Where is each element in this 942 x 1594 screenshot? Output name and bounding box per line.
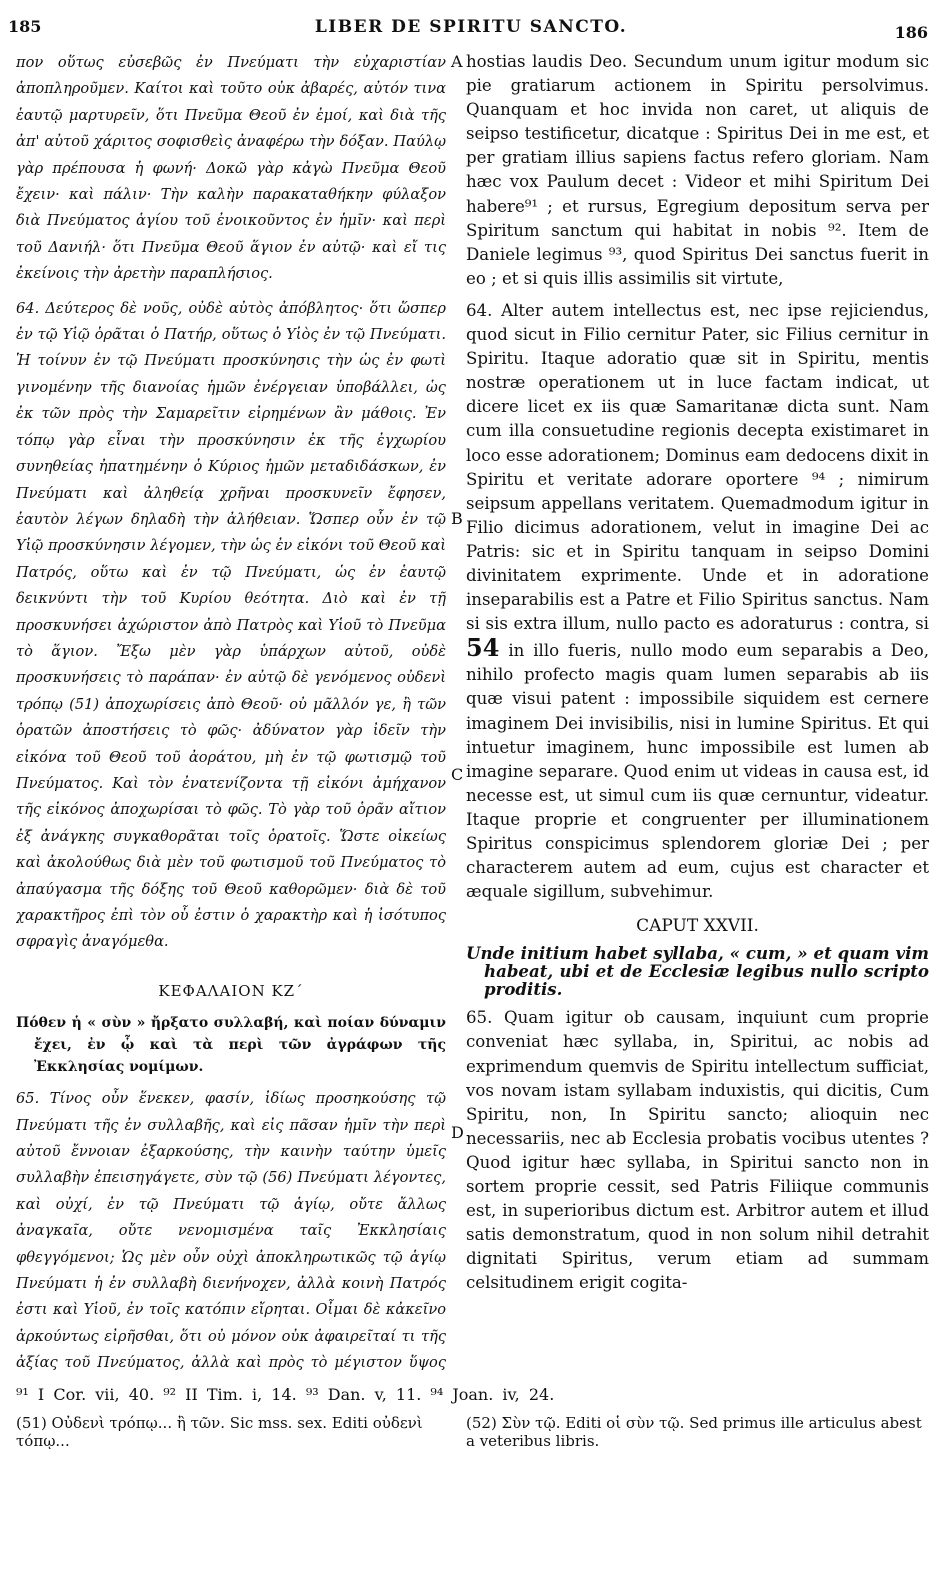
latin-chapter-summary: Unde initium habet syllaba, « cum, » et quam vim habeat, ubi et de Ecclesiæ legibus nullo scripto proditis.: [466, 943, 929, 1000]
margin-letter-a: A: [451, 52, 463, 71]
page-header: [0, 0, 942, 48]
footnotes: ⁹¹ I Cor. vii, 40. ⁹² II Tim. i, 14. ⁹³ Dan. v, 11. ⁹⁴ Joan. iv, 24.: [16, 1385, 555, 1404]
greek-paragraph-64: 64. Δεύτερος δὲ νοῦς, οὐδὲ αὐτὸς ἀπόβλητος· ὅτι ὥσπερ ἐν τῷ Υἱῷ ὁρᾶται ὁ Πατήρ, οὕτως ὁ Υἱὸς ἐν τῷ Πνεύματι. Ἡ τοίνυν ἐν τῷ Πνεύματι προσκύνησις τὴν ὡς ἐν φωτὶ γινομένην τῆς διανοίας ἡμῶν ἐνέργειαν ὑποβάλλει, ὡς ἐκ τῶν πρὸς τὴν Σαμαρεῖτιν εἰρημένων ἂν μάθοις. Ἐν τόπῳ γὰρ εἶναι τὴν προσκύνησιν ἐκ τῆς ἐγχωρίου συνηθείας ἠπατημένην ὁ Κύριος ἡμῶν μεταδιδάσκων, ἐν Πνεύματι καὶ ἀληθείᾳ χρῆναι προσκυνεῖν ἔφησεν, ἑαυτὸν λέγων δηλαδὴ τὴν ἀλήθειαν. Ὥσπερ οὖν ἐν τῷ Υἱῷ προσκύνησιν λέγομεν, τὴν ὡς ἐν εἰκόνι τοῦ Θεοῦ καὶ Πατρός, οὕτω καὶ ἐν τῷ Πνεύματι, ὡς ἐν ἑαυτῷ δεικνύντι τὴν τοῦ Κυρίου θεότητα. Διὸ καὶ ἐν τῇ προσκυνήσει ἀχώριστον ἀπὸ Πατρὸς καὶ Υἱοῦ τὸ Πνεῦμα τὸ ἅγιον. Ἔξω μὲν γὰρ ὑπάρχων αὐτοῦ, οὐδὲ προσκυνήσεις τὸ παράπαν· ἐν αὐτῷ δὲ γενόμενος οὐδενὶ τρόπῳ (51) ἀποχωρίσεις ἀπὸ Θεοῦ· οὐ μᾶλλόν γε, ἢ τῶν ὁρατῶν ἀποστήσεις τὸ φῶς· ἀδύνατον γὰρ ἰδεῖν τὴν εἰκόνα τοῦ Θεοῦ τοῦ ἀοράτου, μὴ ἐν τῷ φωτισμῷ τοῦ Πνεύματος. Καὶ τὸν ἐνατενίζοντα τῇ εἰκόνι ἀμήχανον τῆς εἰκόνος ἀποχωρίσαι τὸ φῶς. Τὸ γὰρ τοῦ ὁρᾶν αἴτιον ἐξ ἀνάγκης συγκαθορᾶται τοῖς ὁρατοῖς. Ὥστε οἰκείως καὶ ἀκολούθως διὰ μὲν τοῦ φωτισμοῦ τοῦ Πνεύματος τὸ ἀπαύγασμα τῆς δόξης τοῦ Θεοῦ καθορῶμεν· διὰ δὲ τοῦ χαρακτῆρος ἐπὶ τὸν οὗ ἐστιν ὁ χαρακτὴρ καὶ ἡ ἰσότυπος σφραγὶς ἀναγόμεθα.: [16, 299, 446, 951]
greek-chapter-summary: Πόθεν ἡ « σὺν » ἤρξατο συλλαβή, καὶ ποίαν δύναμιν ἔχει, ἐν ᾧ καὶ τὰ περὶ τῶν ἀγράφων τῆς Ἐκκλησίας νομίμων.: [16, 1015, 446, 1076]
running-title: LIBER DE SPIRITU SANCTO.: [314, 17, 628, 37]
page-number-right: 186: [894, 23, 928, 42]
margin-letter-d: D: [451, 1123, 464, 1142]
greek-column: [16, 50, 446, 1380]
latin-column: [466, 50, 929, 1380]
latin-paragraph-64-text-a: 64. Alter autem intellectus est, nec ipse rejiciendus, quod sicut in Filio cernitur Pater, sic Filius cernitur in Spiritu. Itaque adoratio quæ sit in Spiritu, mentis nostræ operationem ut in luce factam indicat, ut dicere licet ex iis quæ Samaritanæ dicta sunt. Nam cum illa consuetudine regionis decepta existimaret in loco esse adorationem; Dominus eam dedocens dixit in Spiritu et veritate adorare oportere ⁹⁴ ; nimirum seipsum appellans veritatem. Quemadmodum igitur in Filio dicimus adorationem, velut in imagine Dei ac Patris: sic et in Spiritu tanquam in seipso Domini divinitatem exprimente. Unde et in adoratione inseparabilis est a Patre et Filio Spiritus sanctus. Nam si sis extra illum, nullo pacto es adoraturus : contra, si: [466, 300, 929, 634]
greek-paragraph-65: 65. Τίνος οὖν ἕνεκεν, φασίν, ἰδίως προσηκούσης τῷ Πνεύματι τῆς ἐν συλλαβῆς, καὶ εἰς πᾶσαν ἡμῖν τὴν περὶ αὐτοῦ ἔννοιαν ἐξαρκούσης, τὴν καινὴν ταύτην ὑμεῖς συλλαβὴν ἐπεισηγάγετε, σὺν τῷ (56) Πνεύματι λέγοντες, καὶ οὐχί, ἐν τῷ Πνεύματι τῷ ἁγίῳ, οὔτε ἄλλως ἀναγκαῖα, οὔτε νενομισμένα ταῖς Ἐκκλησίαις φθεγγόμενοι; Ὡς μὲν οὖν οὐχὶ ἀποκληρωτικῶς τῷ ἁγίῳ Πνεύματι ἡ ἐν συλλαβὴ διενήνοχεν, ἀλλὰ κοινὴ Πατρός ἐστι καὶ Υἱοῦ, ἐν τοῖς κατόπιν εἴρηται. Οἶμαι δὲ κἀκεῖνο ἀρκούντως εἰρῆσθαι, ὅτι οὐ μόνον οὐκ ἀφαιρεῖταί τι τῆς ἀξίας τοῦ Πνεύματος, ἀλλὰ καὶ πρὸς τὸ μέγιστον ὕψος: [16, 1090, 446, 1372]
margin-letter-b: B: [451, 509, 463, 528]
column-marker: 54: [466, 633, 500, 663]
latin-paragraph-64: [466, 299, 929, 904]
page-number-left: 185: [8, 17, 42, 36]
latin-chapter-title: CAPUT XXVII.: [636, 916, 759, 937]
latin-paragraph-64-text-b: in illo fueris, nullo modo eum separabis a Deo, nihilo profecto magis quam lumen separabis ab iis quæ visui patent : impossibile siquidem est cernere imaginem Dei invisibilis, nisi in lumine Spiritus. Et qui intuetur imaginem, hunc impossibile est lumen ab imagine separare. Quod enim ut videas in causa est, id necesse est, ut simul cum iis quæ cernuntur, videatur. Itaque proprie et congruenter per illuminationem Spiritus conspicimus splendorem gloriæ Dei ; per characterem autem ad eum, cujus est character et æquale sigillum, subvehimur.: [466, 641, 929, 902]
margin-letter-c: C: [451, 765, 464, 784]
variant-note-52: (52) Σὺν τῷ. Editi οἱ σὺν τῷ. Sed primus ille articulus abest a veteribus libris.: [466, 1414, 922, 1450]
greek-paragraph: πον οὕτως εὐσεβῶς ἐν Πνεύματι τὴν εὐχαριστίαν ἀποπληροῦμεν. Καίτοι καὶ τοῦτο οὐκ ἀβαρές, αὐτόν τινα ἑαυτῷ μαρτυρεῖν, ὅτι Πνεῦμα Θεοῦ ἐν ἐμοί, καὶ διὰ τῆς ἀπ' αὐτοῦ χάριτος σοφισθεὶς ἀναφέρω τὴν δόξαν. Παύλῳ γὰρ πρέπουσα ἡ φωνή· Δοκῶ γὰρ κἀγὼ Πνεῦμα Θεοῦ ἔχειν· καὶ πάλιν· Τὴν καλὴν παρακαταθήκην φύλαξον διὰ Πνεύματος ἁγίου τοῦ ἐνοικοῦντος ἐν ἡμῖν· καὶ περὶ τοῦ Δανιήλ· ὅτι Πνεῦμα Θεοῦ ἅγιον ἐν αὐτῷ· καὶ εἴ τις ἐκείνοις τὴν ἀρετὴν παραπλήσιος.: [16, 54, 446, 283]
greek-chapter-title: ΚΕΦΑΛΑΙΟΝ ΚΖ΄: [158, 981, 304, 1000]
latin-paragraph: hostias laudis Deo. Secundum unum igitur modum sic pie gratiarum actionem in Spiritu persolvimus. Quanquam et hoc invida non caret, ut aliquis de seipso testificetur, dicatque : Spiritus Dei in me est, et per gratiam illius sapiens factus refero gloriam. Nam hæc vox Paulum decet : Videor et mihi Spiritum Dei habere⁹¹ ; et rursus, Egregium depositum serva per Spiritum sanctum qui habitat in nobis ⁹². Item de Daniele legimus ⁹³, quod Spiritus Dei sanctus fuerit in eo ; et si quis illis assimilis sit virtute,: [466, 52, 929, 288]
variant-note-51: (51) Οὐδενὶ τρόπῳ... ἢ τῶν. Sic mss. sex. Editi οὐδενὶ τόπῳ...: [16, 1414, 423, 1450]
latin-paragraph-65: 65. Quam igitur ob causam, inquiunt cum proprie conveniat hæc syllaba, in, Spiritui, ac nobis ad exprimendum quemvis de Spiritu intellectum sufficiat, vos novam istam syllabam induxistis, qui dicitis, Cum Spiritu, non, In Spiritu sancto; alioquin nec necessariis, nec ab Ecclesia probatis vocibus utentes ? Quod igitur hæc syllaba, in Spiritui sancto non in sortem proprie cessit, sed Patris Filiique communis est, in superioribus dictum est. Arbitror autem et illud satis demonstratum, quod in non solum nihil detrahit dignitati Spiritus, verum etiam ad summam celsitudinem erigit cogita-: [466, 1008, 929, 1293]
